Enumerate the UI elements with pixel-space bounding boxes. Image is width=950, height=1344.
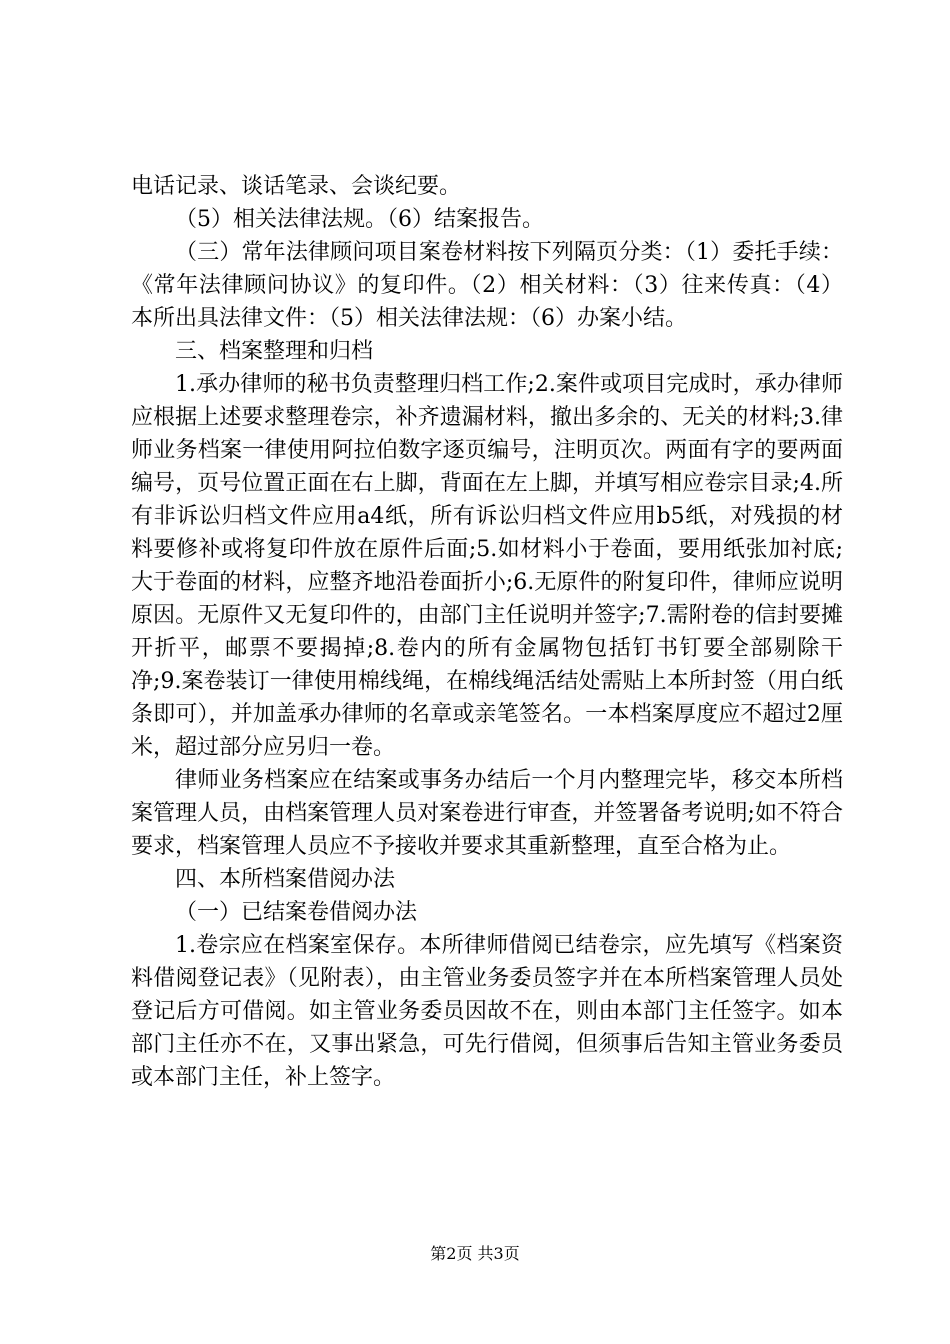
- section-heading-archive-organize: 三、档案整理和归档: [175, 339, 374, 364]
- paragraph-5: 1.承办律师的秘书负责整理归档工作;2.案件或项目完成时，承办律师应根据上述要求整理卷宗，补齐遗漏材料，撤出多余的、无关的材料;3.律师业务档案一律使用阿拉伯数字逐页编号，注明页次。两面有字的要两面编号，页号位置正面在右上脚，背面在左上脚，并填写相应卷宗目录;4.所有非诉讼归档文件应用a4纸，所有诉讼归档文件应用b5纸，对残损的材料要修补或将复印件放在原件后面;5.如材料小于卷面，要用纸张加衬底;大于卷面的材料，应整齐地沿卷面折小;6.无原件的附复印件，律师应说明原因。无原件又无复印件的，由部门主任说明并签字;7.需附卷的信封要摊开折平，邮票不要揭掉;8.卷内的所有金属物包括钉书钉要全部剔除干净;9.案卷装订一律使用棉线绳，在棉线绳活结处需贴上本所封签（用白纸条即可），并加盖承办律师的名章或亲笔签名。一本档案厚度应不超过2厘米，超过部分应另归一卷。: [131, 372, 843, 760]
- section-heading-archive-borrowing: 四、本所档案借阅办法: [175, 867, 396, 892]
- paragraph-6: 律师业务档案应在结案或事务办结后一个月内整理完毕，移交本所档案管理人员，由档案管理人员对案卷进行审查，并签署备考说明;如不符合要求，档案管理人员应不予接收并要求其重新整理，直至合格为止。: [131, 768, 843, 859]
- paragraph-9: 1.卷宗应在档案室保存。本所律师借阅已结卷宗，应先填写《档案资料借阅登记表》（见附表），由主管业务委员签字并在本所档案管理人员处登记后方可借阅。如主管业务委员因故不在，则由本部门主任签字。如本部门主任亦不在，又事出紧急，可先行借阅，但须事后告知主管业务委员或本部门主任，补上签字。: [131, 933, 843, 1090]
- paragraph-1: 电话记录、谈话笔录、会谈纪要。: [131, 174, 462, 199]
- subsection-heading-closed-cases: （一）已结案卷借阅办法: [175, 900, 418, 925]
- document-body: [131, 170, 843, 1094]
- paragraph-3: （三）常年法律顾问项目案卷材料按下列隔页分类：（1）委托手续：《常年法律顾问协议》的复印件。（2）相关材料：（3）往来传真：（4）本所出具法律文件：（5）相关法律法规：（6）办案小结。: [131, 240, 843, 331]
- page-number-footer: 第2页 共3页: [430, 1244, 520, 1263]
- paragraph-2: （5）相关法律法规。（6）结案报告。: [175, 207, 544, 232]
